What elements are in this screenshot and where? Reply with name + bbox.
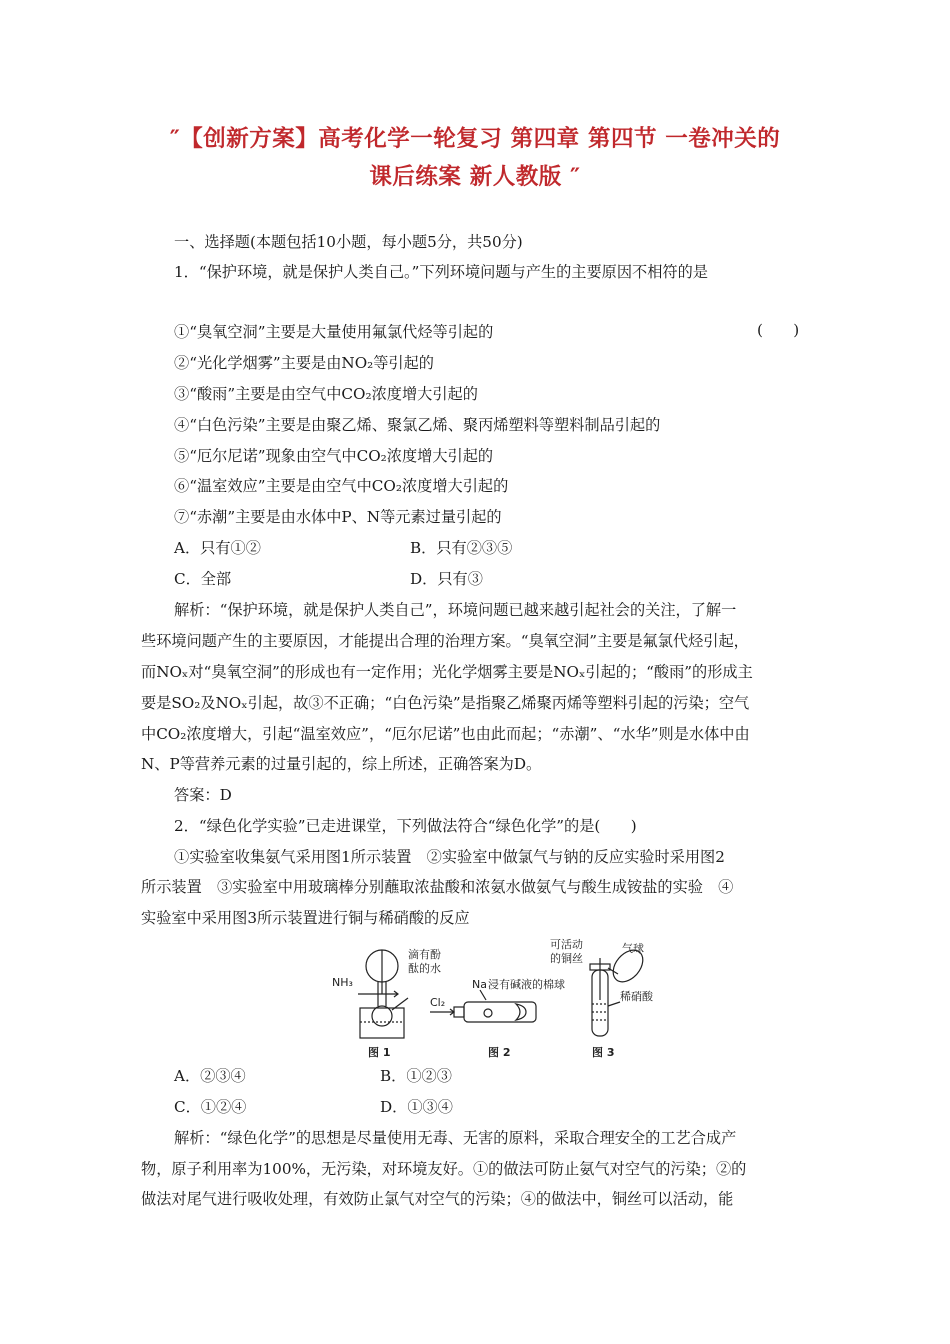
q1-option-b: B．只有②③⑤ xyxy=(410,539,513,557)
fig1-gas-label: NH₃ xyxy=(332,976,353,989)
q1-analysis-line-3: 而NOₓ对“臭氧空洞”的形成也有一定作用；光化学烟雾主要是NOₓ引起的；“酸雨”的形成主 xyxy=(141,663,753,681)
q2-analysis-line-1: 解析：“绿色化学”的思想是尽量使用无毒、无害的原料，采取合理安全的工艺合成产 xyxy=(174,1129,737,1147)
fig2-metal-label: Na xyxy=(472,978,487,991)
fig3-acid-label: 稀硝酸 xyxy=(620,990,653,1003)
fig1-beaker xyxy=(360,1008,404,1038)
q2-analysis-line-2: 物，原子利用率为100%，无污染，对环境友好。①的做法可防止氨气对空气的污染；②的 xyxy=(141,1160,747,1178)
q2-desc-line-1: ①实验室收集氨气采用图1所示装置 ②实验室中做氯气与钠的反应实验时采用图2 xyxy=(174,848,725,866)
q2-desc-line-3: 实验室中采用图3所示装置进行铜与稀硝酸的反应 xyxy=(141,909,470,927)
q1-item-5: ⑤“厄尔尼诺”现象由空气中CO₂浓度增大引起的 xyxy=(174,447,494,465)
fig1-bulb xyxy=(372,1006,392,1026)
fig2-gas-label: Cl₂ xyxy=(430,996,446,1009)
fig1-caption: 图 1 xyxy=(368,1046,391,1059)
q2-option-a: A．②③④ xyxy=(174,1067,246,1085)
q1-item-7: ⑦“赤潮”主要是由水体中P、N等元素过量引起的 xyxy=(174,508,502,526)
fig1-note-2: 酞的水 xyxy=(408,962,441,975)
q1-analysis-line-4: 要是SO₂及NOₓ引起，故③不正确；“白色污染”是指聚乙烯聚丙烯等塑料引起的污染；空气 xyxy=(141,694,750,712)
document-title-line-2: 课后练案 新人教版 ″ xyxy=(369,164,581,190)
q2-option-b: B．①②③ xyxy=(380,1067,452,1085)
fig2-sodium xyxy=(484,1009,492,1017)
q2-option-d: D．①③④ xyxy=(380,1098,453,1116)
q1-item-4: ④“白色污染”主要是由聚乙烯、聚氯乙烯、聚丙烯塑料等塑料制品引起的 xyxy=(174,416,661,434)
q1-item-6: ⑥“温室效应”主要是由空气中CO₂浓度增大引起的 xyxy=(174,477,509,495)
fig3-wire-label-2: 的铜丝 xyxy=(550,952,583,965)
q1-analysis-line-2: 些环境问题产生的主要原因，才能提出合理的治理方案。“臭氧空洞”主要是氟氯代烃引起， xyxy=(141,632,749,650)
q2-desc-line-2: 所示装置 ③实验室中用玻璃棒分别蘸取浓盐酸和浓氨水做氨气与酸生成铵盐的实验 ④ xyxy=(141,878,734,896)
q2-option-c: C．①②④ xyxy=(174,1098,247,1116)
q1-option-c: C．全部 xyxy=(174,570,232,588)
apparatus-drawing xyxy=(330,938,660,1060)
fig3-wire-label-1: 可活动 xyxy=(550,938,583,951)
document-title-line-1: ″【创新方案】高考化学一轮复习 第四章 第四节 一卷冲关的 xyxy=(169,126,781,152)
fig2-note: 浸有碱液的棉球 xyxy=(488,978,565,991)
q1-option-d: D．只有③ xyxy=(410,570,483,588)
section-heading: 一、选择题(本题包括10小题，每小题5分，共50分) xyxy=(174,233,523,251)
q1-item-2: ②“光化学烟雾”主要是由NO₂等引起的 xyxy=(174,354,434,372)
q1-analysis-line-6: N、P等营养元素的过量引起的，综上所述，正确答案为D。 xyxy=(141,755,542,773)
q1-option-a: A．只有①② xyxy=(174,539,261,557)
q1-item-3: ③“酸雨”主要是由空气中CO₂浓度增大引起的 xyxy=(174,385,478,403)
q1-analysis-line-1: 解析：“保护环境，就是保护人类自己”，环境问题已越来越引起社会的关注，了解一 xyxy=(174,601,737,619)
q2-stem: 2．“绿色化学实验”已走进课堂，下列做法符合“绿色化学”的是( ) xyxy=(174,817,637,835)
q1-stem: 1．“保护环境，就是保护人类自己。”下列环境问题与产生的主要原因不相符的是 xyxy=(174,263,708,281)
fig3-balloon-label: 气球 xyxy=(622,942,644,955)
fig2-glass-tube xyxy=(464,1002,536,1022)
fig2-cotton-ball xyxy=(516,1004,526,1020)
q1-analysis-line-5: 中CO₂浓度增大，引起“温室效应”，“厄尔尼诺”也由此而起；“赤潮”、“水华”则是水体中由 xyxy=(141,725,750,743)
q1-answer: 答案：D xyxy=(174,786,232,804)
q2-apparatus-figure xyxy=(330,938,660,1060)
fig2-caption: 图 2 xyxy=(488,1046,511,1059)
fig1-note-1: 滴有酚 xyxy=(408,948,441,961)
q1-item-1: ①“臭氧空洞”主要是大量使用氟氯代烃等引起的 xyxy=(174,323,494,341)
fig3-caption: 图 3 xyxy=(592,1046,615,1059)
q2-analysis-line-3: 做法对尾气进行吸收处理，有效防止氯气对空气的污染；④的做法中，铜丝可以活动，能 xyxy=(141,1190,734,1208)
q1-answer-paren: ( ) xyxy=(757,321,800,339)
